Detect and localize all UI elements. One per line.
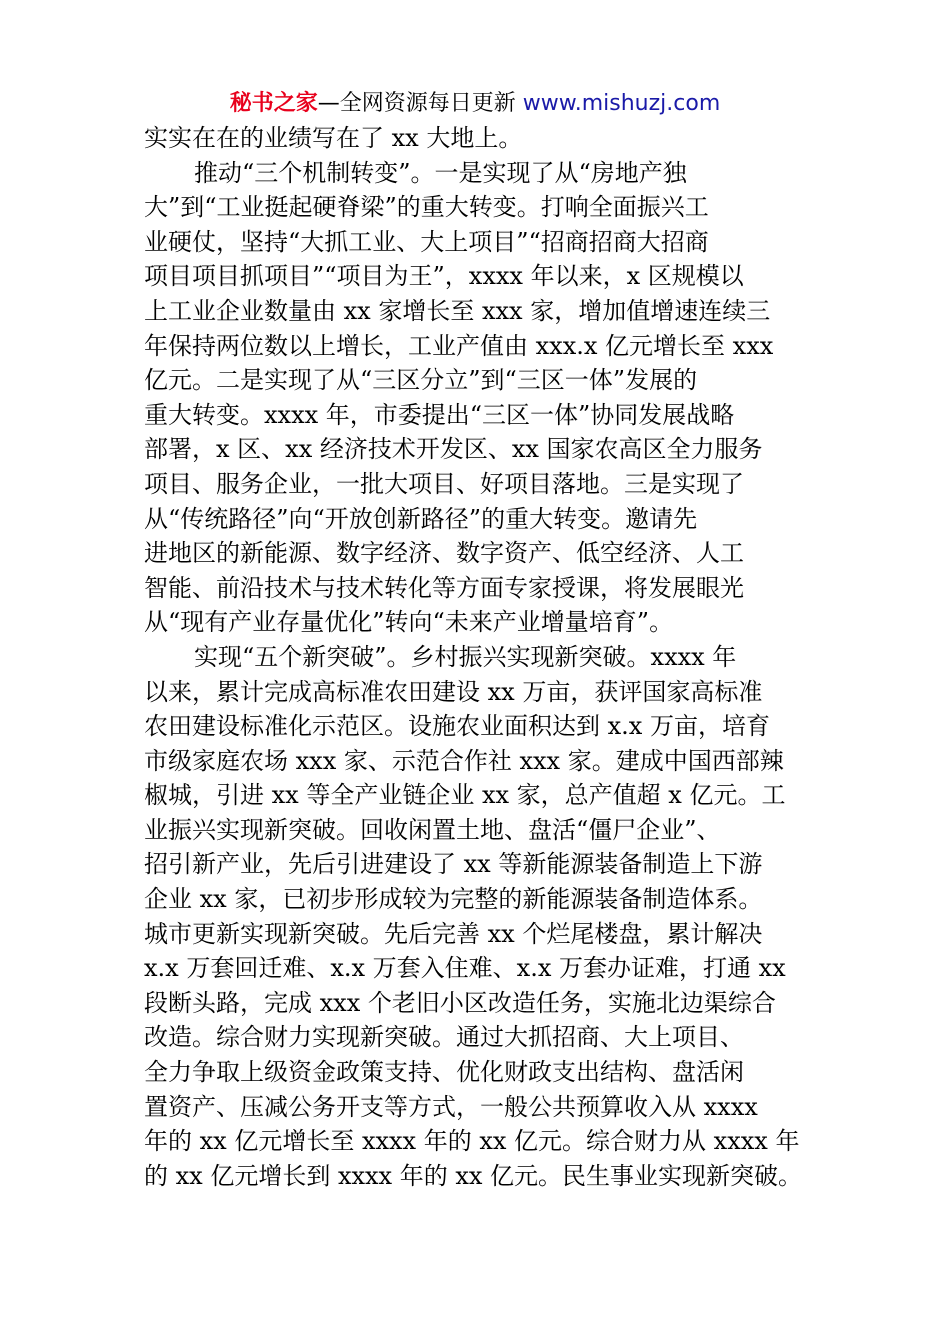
text-line: 进地区的新能源、数字经济、数字资产、低空经济、人工 <box>144 539 744 568</box>
paragraph-start-line: 推动“三个机制转变”。一是实现了从“房地产独 <box>194 158 687 187</box>
text-line: 以来，累计完成高标准农田建设 xx 万亩，获评国家高标准 <box>144 677 763 706</box>
text-line: 年保持两位数以上增长，工业产值由 xxx.x 亿元增长至 xxx <box>144 331 774 360</box>
text-line: 从“现有产业存量优化”转向“未来产业增量培育”。 <box>144 608 674 637</box>
paragraph-start-line: 实现“五个新突破”。乡村振兴实现新突破。xxxx 年 <box>194 642 737 671</box>
text-line: 业振兴实现新突破。回收闲置土地、盘活“僵尸企业”、 <box>144 815 721 844</box>
text-line: 从“传统路径”向“开放创新路径”的重大转变。邀请先 <box>144 504 698 533</box>
text-line: 部署，x 区、xx 经济技术开发区、xx 国家农高区全力服务 <box>144 435 763 464</box>
text-line: 业硬仗，坚持“大抓工业、大上项目”“招商招商大招商 <box>144 227 709 256</box>
text-line: 企业 xx 家，已初步形成较为完整的新能源装备制造体系。 <box>144 885 763 914</box>
text-line: 置资产、压减公务开支等方式，一般公共预算收入从 xxxx <box>144 1092 758 1121</box>
text-line: 项目项目抓项目”“项目为王”，xxxx 年以来，x 区规模以 <box>144 262 744 291</box>
page-header <box>0 86 950 122</box>
text-line: 实实在在的业绩写在了 xx 大地上。 <box>144 124 523 152</box>
text-line: 改造。综合财力实现新突破。通过大抓招商、大上项目、 <box>144 1023 744 1052</box>
text-line: 招引新产业，先后引进建设了 xx 等新能源装备制造上下游 <box>144 850 763 879</box>
header-url-link[interactable]: www.mishuzj.com <box>522 91 721 116</box>
header-tagline: —全网资源每日更新 <box>317 91 523 116</box>
text-line: 项目、服务企业，一批大项目、好项目落地。三是实现了 <box>144 469 744 498</box>
header-brand: 秘书之家 <box>229 91 318 116</box>
body-text <box>144 121 824 1193</box>
text-line: 农田建设标准化示范区。设施农业面积达到 x.x 万亩，培育 <box>144 712 770 741</box>
text-line: 城市更新实现新突破。先后完善 xx 个烂尾楼盘，累计解决 <box>144 919 763 948</box>
text-line: x.x 万套回迁难、x.x 万套入住难、x.x 万套办证难，打通 xx <box>144 954 786 983</box>
text-line: 年的 xx 亿元增长至 xxxx 年的 xx 亿元。综合财力从 xxxx 年 <box>144 1127 800 1156</box>
text-line: 亿元。二是实现了从“三区分立”到“三区一体”发展的 <box>144 366 698 395</box>
text-line: 全力争取上级资金政策支持、优化财政支出结构、盘活闲 <box>144 1058 744 1087</box>
text-line: 大”到“工业挺起硬脊梁”的重大转变。打响全面振兴工 <box>144 193 709 222</box>
text-line: 上工业企业数量由 xx 家增长至 xxx 家，增加值增速连续三 <box>144 296 771 325</box>
text-line: 段断头路，完成 xxx 个老旧小区改造任务，实施北边渠综合 <box>144 988 776 1017</box>
text-line: 重大转变。xxxx 年，市委提出“三区一体”协同发展战略 <box>144 400 735 429</box>
text-line: 的 xx 亿元增长到 xxxx 年的 xx 亿元。民生事业实现新突破。 <box>144 1161 803 1190</box>
text-line: 市级家庭农场 xxx 家、示范合作社 xxx 家。建成中国西部辣 <box>144 746 784 775</box>
text-line: 智能、前沿技术与技术转化等方面专家授课，将发展眼光 <box>144 573 744 602</box>
text-line: 椒城，引进 xx 等全产业链企业 xx 家，总产值超 x 亿元。工 <box>144 781 786 810</box>
